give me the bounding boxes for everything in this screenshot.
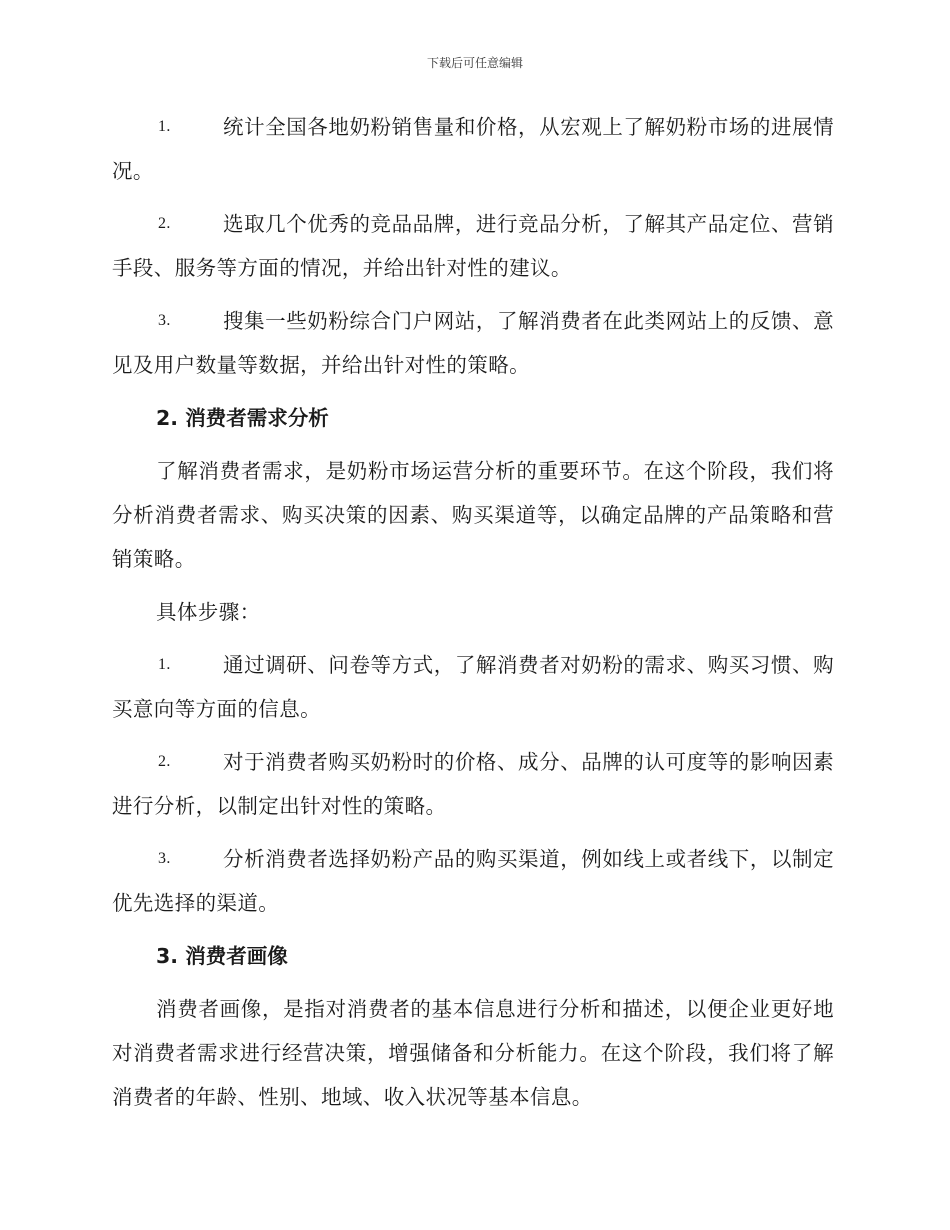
section-heading: 3. 消费者画像 [156, 944, 288, 968]
section-heading: 2. 消费者需求分析 [156, 406, 329, 430]
page-header: 下载后可任意编辑 [426, 56, 523, 70]
list-item [112, 740, 834, 828]
list-text: 通过调研、问卷等方式，了解消费者对奶粉的需求、购买习惯、购买意向等方面的信息。 [112, 653, 834, 721]
list-text: 选取几个优秀的竞品品牌，进行竞品分析，了解其产品定位、营销手段、服务等方面的情况，并给出针对性的建议。 [112, 212, 834, 280]
list-item [112, 105, 834, 193]
section-intro: 了解消费者需求，是奶粉市场运营分析的重要环节。在这个阶段，我们将分析消费者需求、购买决策的因素、购买渠道等，以确定品牌的产品策略和营销策略。 [112, 459, 834, 571]
list-number: 1. [158, 118, 171, 135]
list-number: 1. [158, 656, 171, 673]
section-intro: 消费者画像，是指对消费者的基本信息进行分析和描述，以便企业更好地对消费者需求进行经营决策，增强储备和分析能力。在这个阶段，我们将了解消费者的年龄、性别、地域、收入状况等基本信息。 [112, 997, 834, 1109]
list-number: 2. [158, 215, 171, 232]
steps-label: 具体步骤： [156, 600, 261, 624]
list-item [112, 299, 834, 387]
list-number: 3. [158, 850, 171, 867]
list-text: 分析消费者选择奶粉产品的购买渠道，例如线上或者线下，以制定优先选择的渠道。 [112, 847, 834, 915]
list-text: 统计全国各地奶粉销售量和价格，从宏观上了解奶粉市场的进展情况。 [112, 115, 834, 183]
document-body [112, 105, 834, 1128]
list-item [112, 643, 834, 731]
list-number: 3. [158, 312, 171, 329]
list-number: 2. [158, 753, 171, 770]
list-text: 搜集一些奶粉综合门户网站，了解消费者在此类网站上的反馈、意见及用户数量等数据，并给出针对性的策略。 [112, 309, 834, 377]
list-text: 对于消费者购买奶粉时的价格、成分、品牌的认可度等的影响因素进行分析，以制定出针对性的策略。 [112, 750, 834, 818]
list-item [112, 837, 834, 925]
list-item [112, 202, 834, 290]
